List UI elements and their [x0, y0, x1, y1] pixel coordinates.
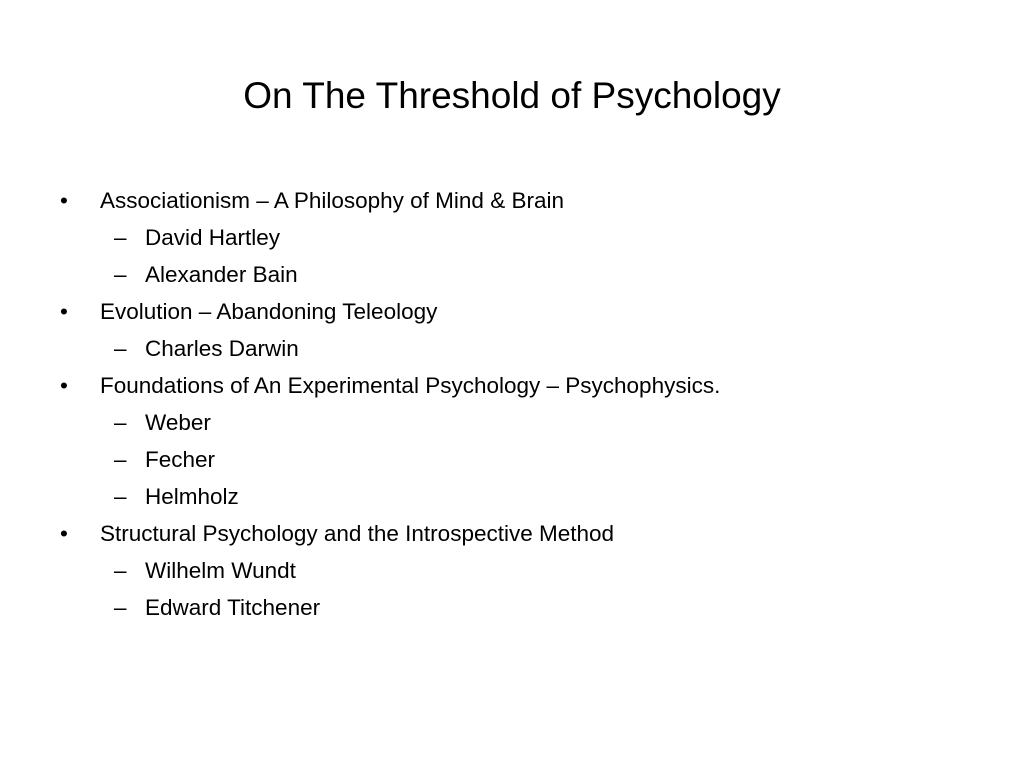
list-item-label: Weber — [145, 410, 211, 435]
list-item-alexander-bain — [0, 256, 1024, 293]
sub-bullet-marker: – — [114, 225, 127, 250]
section-evolution — [0, 293, 1024, 330]
section-label: Evolution – Abandoning Teleology — [100, 299, 438, 324]
list-item-label: Charles Darwin — [145, 336, 299, 361]
list-item-charles-darwin — [0, 330, 1024, 367]
sub-bullet-marker: – — [114, 410, 127, 435]
list-item-label: Helmholz — [145, 484, 239, 509]
list-item-fecher — [0, 441, 1024, 478]
sub-bullet-marker: – — [114, 484, 127, 509]
sub-bullet-marker: – — [114, 336, 127, 361]
list-item-label: Edward Titchener — [145, 595, 321, 620]
list-item-weber — [0, 404, 1024, 441]
list-item-label: Alexander Bain — [145, 262, 298, 287]
sub-bullet-marker: – — [114, 595, 127, 620]
section-label: Foundations of An Experimental Psychology – Psychophysics. — [100, 373, 721, 398]
bullet-marker: • — [60, 188, 68, 213]
sub-bullet-marker: – — [114, 447, 127, 472]
bullet-marker: • — [60, 299, 68, 324]
list-item-edward-titchener — [0, 589, 1024, 626]
list-item-label: David Hartley — [145, 225, 281, 250]
section-label: Structural Psychology and the Introspective Method — [100, 521, 615, 546]
section-structural-psychology — [0, 515, 1024, 552]
list-item-helmholz — [0, 478, 1024, 515]
list-item-label: Fecher — [145, 447, 216, 472]
section-label: Associationism – A Philosophy of Mind & Brain — [100, 188, 564, 213]
list-item-wilhelm-wundt — [0, 552, 1024, 589]
sub-bullet-marker: – — [114, 262, 127, 287]
bullet-list — [0, 182, 1024, 626]
bullet-marker: • — [60, 373, 68, 398]
slide-title: On The Threshold of Psychology — [243, 75, 781, 116]
list-item-label: Wilhelm Wundt — [145, 558, 296, 583]
list-item-david-hartley — [0, 219, 1024, 256]
section-psychophysics — [0, 367, 1024, 404]
section-associationism — [0, 182, 1024, 219]
bullet-marker: • — [60, 521, 68, 546]
sub-bullet-marker: – — [114, 558, 127, 583]
